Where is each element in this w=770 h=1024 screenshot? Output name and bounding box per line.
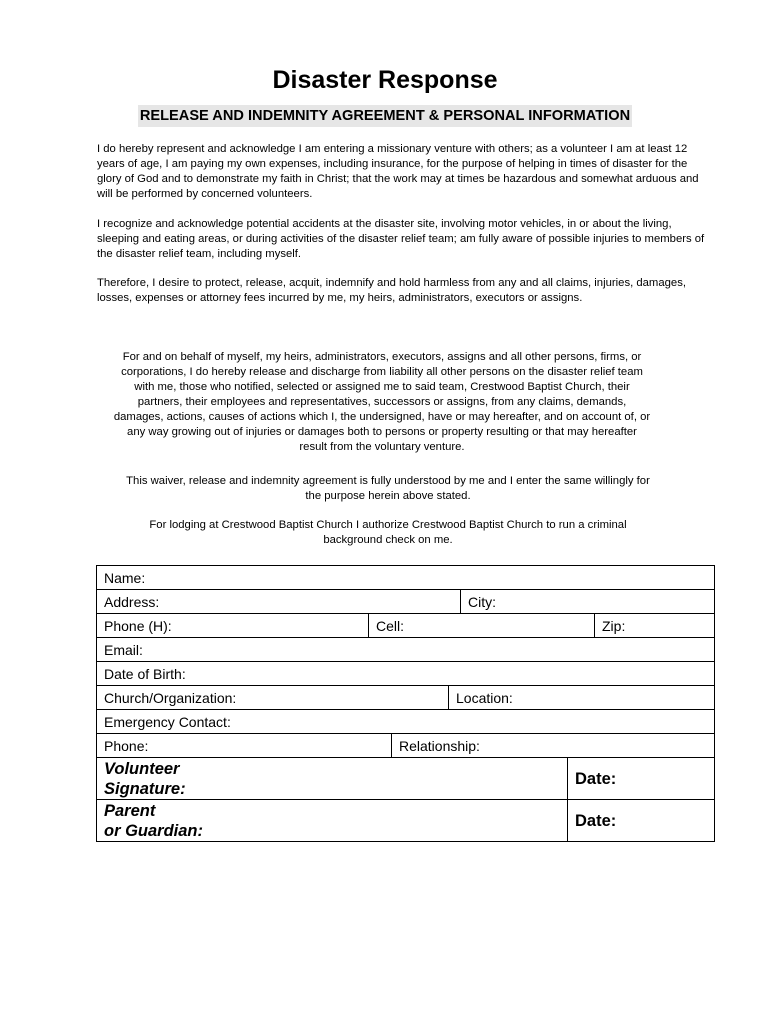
form-row-emergency — [97, 710, 715, 734]
form-row-volunteer-signature — [97, 758, 715, 800]
relationship-field[interactable] — [392, 734, 715, 757]
dob-field[interactable] — [97, 662, 715, 685]
address-label: Address: — [104, 593, 160, 610]
email-field[interactable] — [97, 638, 715, 661]
name-label: Name: — [104, 569, 146, 586]
form-row-phone-relationship — [97, 734, 715, 758]
cell-field[interactable] — [369, 614, 595, 637]
relationship-label: Relationship: — [399, 737, 480, 754]
city-field[interactable] — [461, 590, 715, 613]
name-field[interactable] — [97, 566, 715, 589]
zip-label: Zip: — [602, 617, 626, 634]
document-title: Disaster Response — [272, 66, 498, 94]
dob-label: Date of Birth: — [104, 665, 186, 682]
emergency-contact-field[interactable] — [97, 710, 715, 733]
volunteer-label-line2: Signature: — [104, 780, 186, 798]
email-label: Email: — [104, 641, 143, 658]
form-row-address — [97, 590, 715, 614]
address-field[interactable] — [97, 590, 461, 613]
guardian-date-label: Date: — [575, 811, 617, 830]
personal-info-form — [96, 565, 715, 842]
document-subtitle: RELEASE AND INDEMNITY AGREEMENT & PERSONAL INFORMATION — [138, 105, 632, 127]
location-field[interactable] — [449, 686, 715, 709]
paragraph-representation: I do hereby represent and acknowledge I am entering a missionary venture with others; as a volunteer I am at least 12 years of age, I am paying my own expenses, including insurance, for the purpose of helping in times of disaster for the glory of God and to demonstrate my faith in Christ; that the work may at times be hazardous and somewhat arduous and will be performed by concerned volunteers. — [97, 143, 699, 200]
city-label: City: — [468, 593, 496, 610]
form-row-church — [97, 686, 715, 710]
form-row-name — [97, 566, 715, 590]
phone-home-label: Phone (H): — [104, 617, 172, 634]
form-row-dob — [97, 662, 715, 686]
volunteer-label-line1: Volunteer — [104, 760, 180, 778]
paragraph-discharge: For and on behalf of myself, my heirs, administrators, executors, assigns and all other persons, firms, or corporations, I do hereby release and discharge from liability all other persons on the disaster relief team with me, those who notified, selected or assigned me to said team, Crestwood Baptist Church, their partners, their employees and representatives, successors or assigns, from any claims, demands, damages, actions, causes of actions which I, the undersigned, have or may hereafter, and on account of, or any way growing out of injuries or damages both to persons or property resulting or that may hereafter result from the voluntary venture. — [113, 351, 651, 453]
guardian-signature-field[interactable] — [97, 800, 568, 841]
paragraph-release: Therefore, I desire to protect, release, acquit, indemnify and hold harmless from any and all claims, injuries, damages, losses, expenses or attorney fees incurred by me, my heirs, administrators, executors or assigns. — [97, 277, 686, 304]
form-row-guardian-signature — [97, 800, 715, 842]
guardian-date-field[interactable] — [568, 800, 715, 841]
paragraph-waiver: This waiver, release and indemnity agreement is fully understood by me and I enter the same willingly for the purpose herein above stated. — [126, 475, 650, 502]
paragraph-background-check: For lodging at Crestwood Baptist Church I authorize Crestwood Baptist Church to run a criminal background check on me. — [149, 519, 627, 546]
volunteer-date-label: Date: — [575, 769, 617, 788]
church-field[interactable] — [97, 686, 449, 709]
cell-label: Cell: — [376, 617, 405, 634]
church-label: Church/Organization: — [104, 689, 237, 706]
guardian-label-line1: Parent — [104, 802, 156, 820]
form-row-email — [97, 638, 715, 662]
phone-home-field[interactable] — [97, 614, 369, 637]
location-label: Location: — [456, 689, 513, 706]
phone-field[interactable] — [97, 734, 392, 757]
volunteer-signature-field[interactable] — [97, 758, 568, 799]
phone-label: Phone: — [104, 737, 149, 754]
emergency-contact-label: Emergency Contact: — [104, 713, 231, 730]
paragraph-acknowledgement: I recognize and acknowledge potential accidents at the disaster site, involving motor vehicles, in or about the living, sleeping and eating areas, or during activities of the disaster relief team; am fully aware of possible injuries to members of the disaster relief team, including myself. — [97, 218, 705, 260]
guardian-label-line2: or Guardian: — [104, 822, 204, 840]
form-row-phone — [97, 614, 715, 638]
volunteer-date-field[interactable] — [568, 758, 715, 799]
zip-field[interactable] — [595, 614, 715, 637]
